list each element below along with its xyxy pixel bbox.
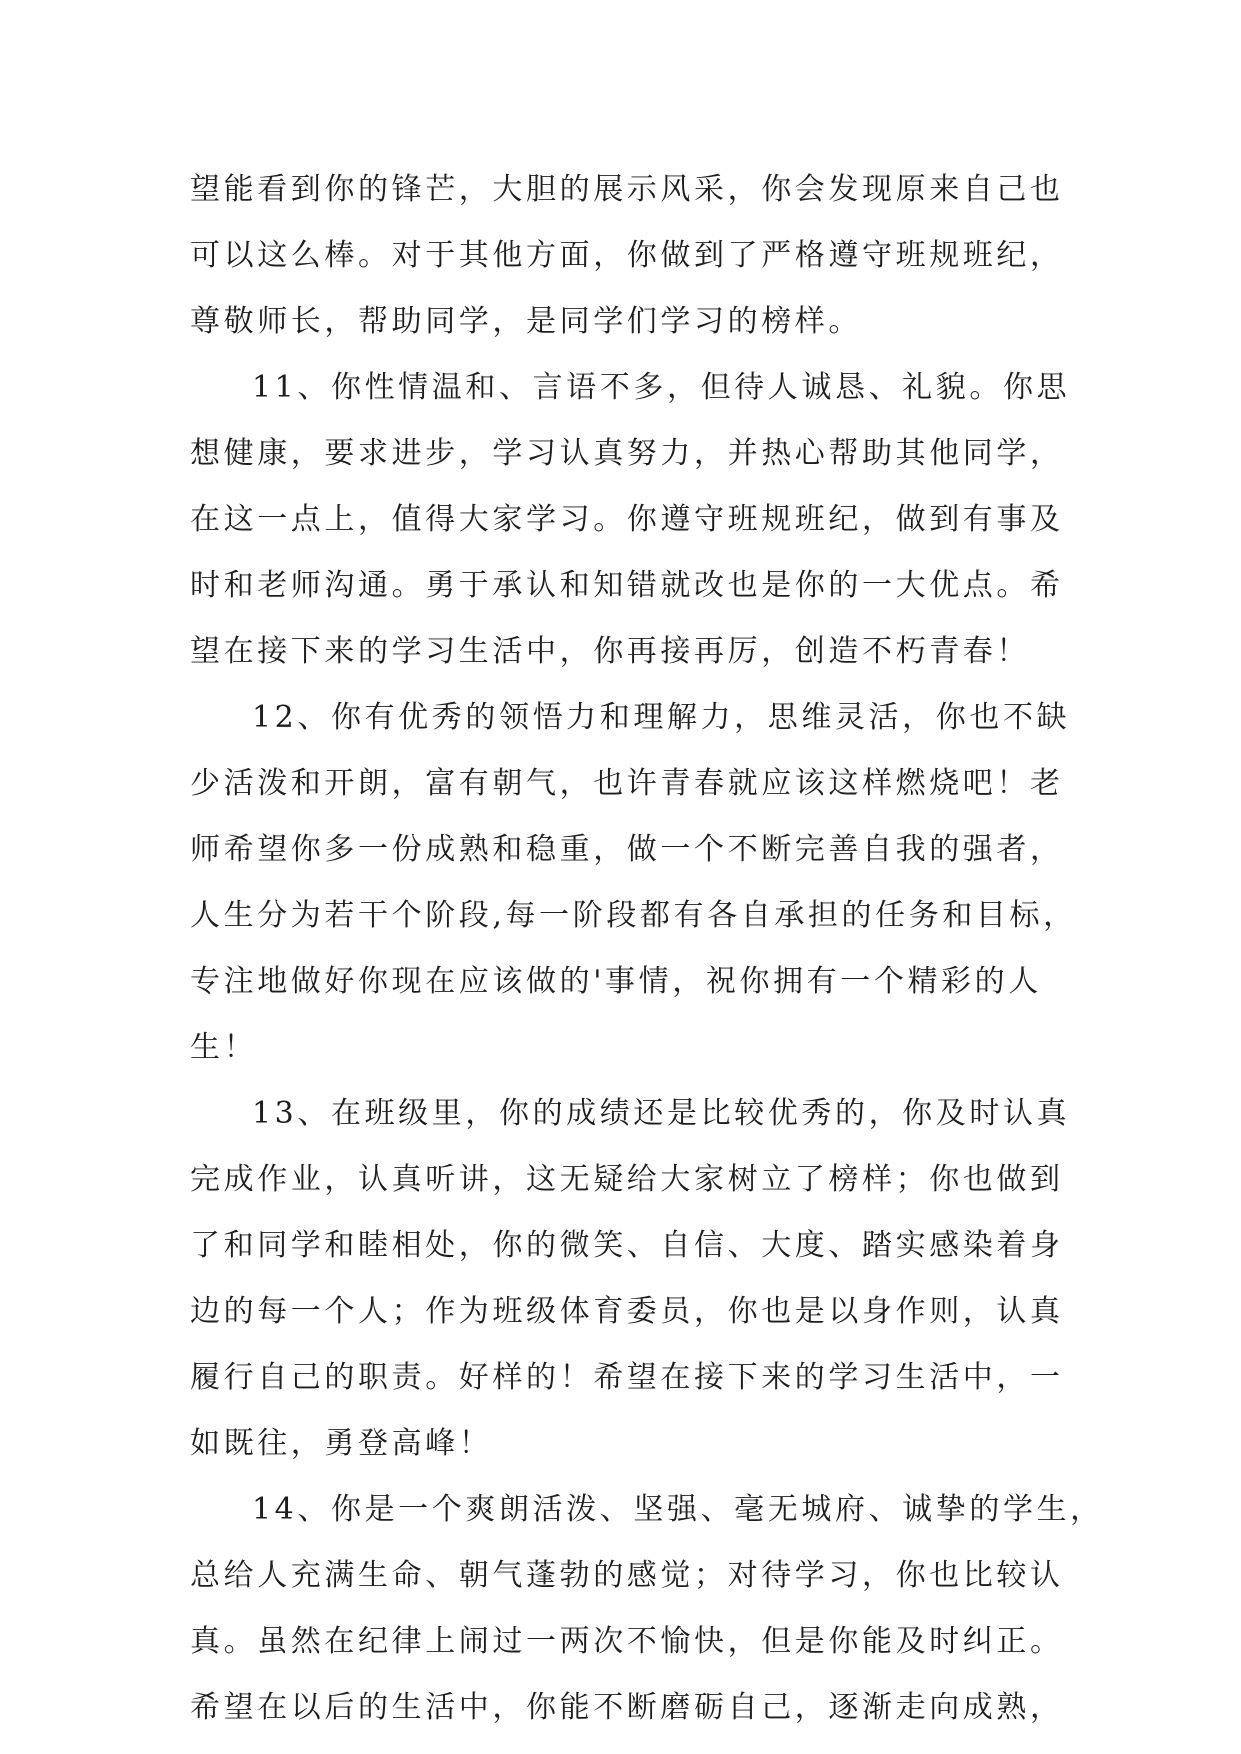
paragraph-13 bbox=[190, 1081, 1070, 1477]
text-line: 履行自己的职责。好样的！希望在接下来的学习生活中，一 bbox=[190, 1360, 1064, 1395]
text-line: 在这一点上，值得大家学习。你遵守班规班纪，做到有事及 bbox=[190, 502, 1064, 537]
paragraph-14 bbox=[190, 1477, 1104, 1741]
text-line: 14、你是一个爽朗活泼、坚强、毫无城府、诚挚的学生， bbox=[252, 1492, 1104, 1527]
text-line: 时和老师沟通。勇于承认和知错就改也是你的一大优点。希 bbox=[190, 568, 1064, 603]
text-line: 总给人充满生命、朝气蓬勃的感觉；对待学习，你也比较认 bbox=[190, 1558, 1064, 1593]
text-line: 希望在以后的生活中，你能不断磨砺自己，逐渐走向成熟， bbox=[190, 1690, 1064, 1725]
text-line: 想健康，要求进步，学习认真努力，并热心帮助其他同学， bbox=[190, 436, 1064, 471]
text-line: 尊敬师长，帮助同学，是同学们学习的榜样。 bbox=[190, 304, 862, 339]
text-line: 望在接下来的学习生活中，你再接再厉，创造不朽青春！ bbox=[190, 634, 1030, 669]
paragraph-continued bbox=[190, 157, 1070, 355]
text-line: 了和同学和睦相处，你的微笑、自信、大度、踏实感染着身 bbox=[190, 1228, 1064, 1263]
text-line: 少活泼和开朗，富有朝气，也许青春就应该这样燃烧吧！老 bbox=[190, 766, 1064, 801]
text-line: 12、你有优秀的领悟力和理解力，思维灵活，你也不缺 bbox=[252, 700, 1071, 735]
text-line: 如既往，勇登高峰！ bbox=[190, 1426, 493, 1461]
text-line: 望能看到你的锋芒，大胆的展示风采，你会发现原来自己也 bbox=[190, 172, 1064, 207]
text-line: 真。虽然在纪律上闹过一两次不愉快，但是你能及时纠正。 bbox=[190, 1624, 1064, 1659]
text-line: 师希望你多一份成熟和稳重，做一个不断完善自我的强者， bbox=[190, 832, 1064, 867]
paragraph-11 bbox=[190, 355, 1070, 685]
text-line: 13、在班级里，你的成绩还是比较优秀的，你及时认真 bbox=[252, 1096, 1071, 1131]
text-line: 可以这么棒。对于其他方面，你做到了严格遵守班规班纪， bbox=[190, 238, 1064, 273]
text-line: 专注地做好你现在应该做的'事情，祝你拥有一个精彩的人 bbox=[190, 964, 1042, 999]
text-line: 11、你性情温和、言语不多，但待人诚恳、礼貌。你思 bbox=[252, 370, 1071, 405]
text-line: 完成作业，认真听讲，这无疑给大家树立了榜样；你也做到 bbox=[190, 1162, 1064, 1197]
text-line: 边的每一个人；作为班级体育委员，你也是以身作则，认真 bbox=[190, 1294, 1064, 1329]
document-body bbox=[190, 157, 1104, 1741]
text-line: 生！ bbox=[190, 1030, 258, 1065]
text-line: 人生分为若干个阶段,每一阶段都有各自承担的任务和目标， bbox=[190, 898, 1077, 933]
paragraph-12 bbox=[190, 685, 1077, 1081]
